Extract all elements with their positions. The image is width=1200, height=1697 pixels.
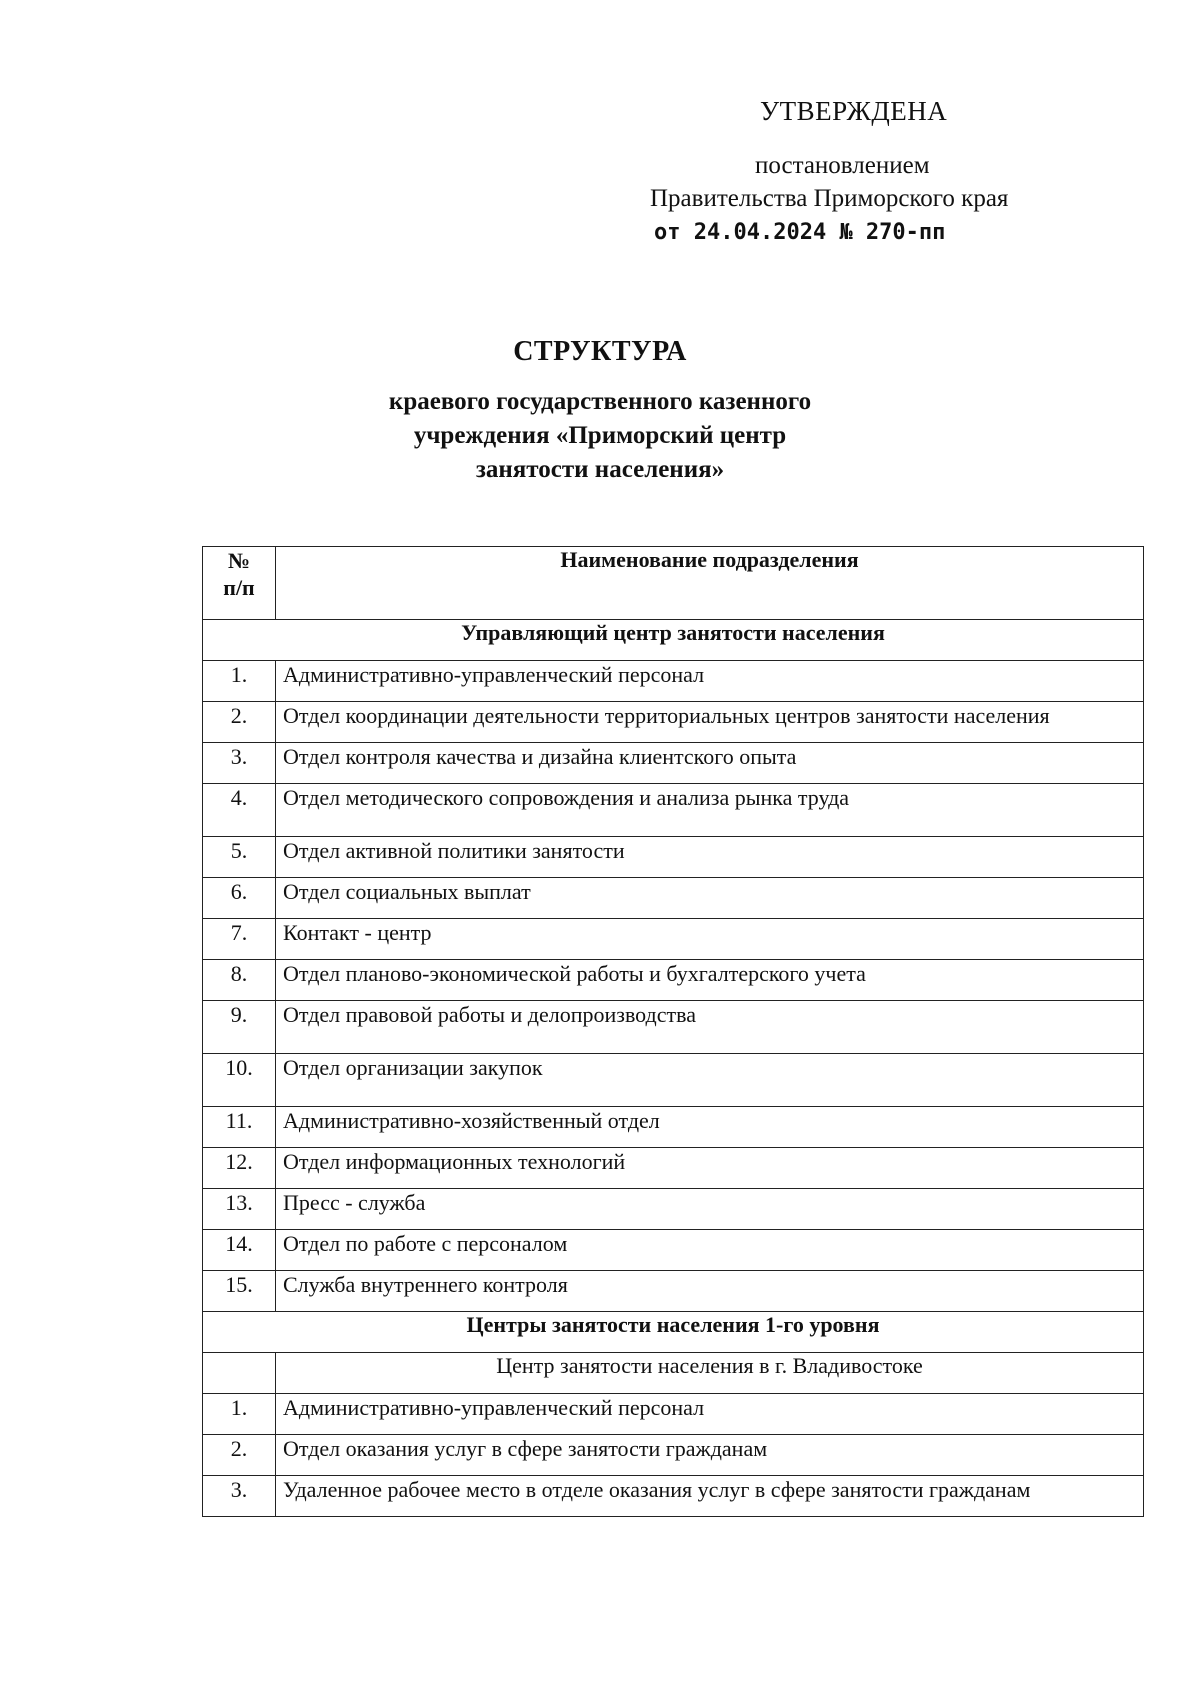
- row-number: 13.: [203, 1189, 276, 1230]
- row-number: 1.: [203, 661, 276, 702]
- row-name: Отдел организации закупок: [276, 1054, 1144, 1107]
- header-number-pp: п/п: [223, 575, 255, 600]
- table-row: [203, 1189, 1144, 1230]
- row-name: Отдел социальных выплат: [276, 878, 1144, 919]
- table-row: [203, 1476, 1144, 1517]
- table-row: [203, 1435, 1144, 1476]
- row-name: Отдел правовой работы и делопроизводства: [276, 1001, 1144, 1054]
- section-title: Управляющий центр занятости населения: [203, 620, 1144, 661]
- section-header-row: [203, 1312, 1144, 1353]
- row-name: Отдел активной политики занятости: [276, 837, 1144, 878]
- row-name: Отдел информационных технологий: [276, 1148, 1144, 1189]
- row-name: Контакт - центр: [276, 919, 1144, 960]
- section-header-row: [203, 620, 1144, 661]
- row-number: 9.: [203, 1001, 276, 1054]
- document-subtitle: [240, 385, 960, 487]
- table-row: [203, 1230, 1144, 1271]
- row-name: Отдел планово-экономической работы и бухгалтерского учета: [276, 960, 1144, 1001]
- table-row: [203, 1271, 1144, 1312]
- row-number: 7.: [203, 919, 276, 960]
- table-row: [203, 784, 1144, 837]
- row-number: 10.: [203, 1054, 276, 1107]
- table-row: [203, 1001, 1144, 1054]
- table-row: [203, 1054, 1144, 1107]
- subtitle-line: учреждения «Приморский центр: [413, 422, 787, 449]
- table-row: [203, 1394, 1144, 1435]
- table-row: [203, 702, 1144, 743]
- row-name: Административно-управленческий персонал: [276, 1394, 1144, 1435]
- header-name: Наименование подразделения: [276, 547, 1144, 620]
- approved-label: УТВЕРЖДЕНА: [760, 96, 948, 126]
- row-number: 2.: [203, 1435, 276, 1476]
- row-name: Отдел контроля качества и дизайна клиентского опыта: [276, 743, 1144, 784]
- row-number: 4.: [203, 784, 276, 837]
- row-number: 5.: [203, 837, 276, 878]
- center-name: Центр занятости населения в г. Владивостоке: [276, 1353, 1144, 1394]
- table-row: [203, 878, 1144, 919]
- document-title: СТРУКТУРА: [513, 336, 687, 367]
- row-number: 12.: [203, 1148, 276, 1189]
- table-row: [203, 919, 1144, 960]
- row-number: 1.: [203, 1394, 276, 1435]
- row-name: Служба внутреннего контроля: [276, 1271, 1144, 1312]
- row-number: 11.: [203, 1107, 276, 1148]
- table-header-row: [203, 547, 1144, 620]
- row-name: Удаленное рабочее место в отделе оказания услуг в сфере занятости гражданам: [276, 1476, 1144, 1517]
- table-row: [203, 1107, 1144, 1148]
- row-name: Отдел по работе с персоналом: [276, 1230, 1144, 1271]
- section1-rows: [203, 661, 1144, 1312]
- resolution-label: постановлением: [755, 152, 930, 179]
- row-name: Отдел методического сопровождения и анализа рынка труда: [276, 784, 1144, 837]
- government-label: Правительства Приморского края: [650, 185, 1009, 212]
- row-number: 3.: [203, 743, 276, 784]
- row-name: Административно-хозяйственный отдел: [276, 1107, 1144, 1148]
- row-number: 3.: [203, 1476, 276, 1517]
- row-number: 15.: [203, 1271, 276, 1312]
- row-number: 2.: [203, 702, 276, 743]
- subtitle-line: краевого государственного казенного: [388, 388, 812, 415]
- decree-number: от 24.04.2024 № 270-пп: [654, 220, 946, 245]
- row-name: Отдел оказания услуг в сфере занятости гражданам: [276, 1435, 1144, 1476]
- row-name: Административно-управленческий персонал: [276, 661, 1144, 702]
- table-row: [203, 1148, 1144, 1189]
- center-number-cell: [203, 1353, 276, 1394]
- table-row: [203, 960, 1144, 1001]
- section-title: Центры занятости населения 1-го уровня: [203, 1312, 1144, 1353]
- row-name: Отдел координации деятельности территориальных центров занятости населения: [276, 702, 1144, 743]
- header-number: [203, 547, 276, 620]
- header-number-sign: №: [227, 548, 251, 573]
- row-number: 6.: [203, 878, 276, 919]
- section2-rows: [203, 1394, 1144, 1517]
- structure-table: [202, 546, 1144, 1517]
- table-row: [203, 837, 1144, 878]
- subtitle-line: занятости населения»: [475, 456, 725, 483]
- row-name: Пресс - служба: [276, 1189, 1144, 1230]
- table-row: [203, 743, 1144, 784]
- row-number: 14.: [203, 1230, 276, 1271]
- row-number: 8.: [203, 960, 276, 1001]
- center-row: [203, 1353, 1144, 1394]
- table-row: [203, 661, 1144, 702]
